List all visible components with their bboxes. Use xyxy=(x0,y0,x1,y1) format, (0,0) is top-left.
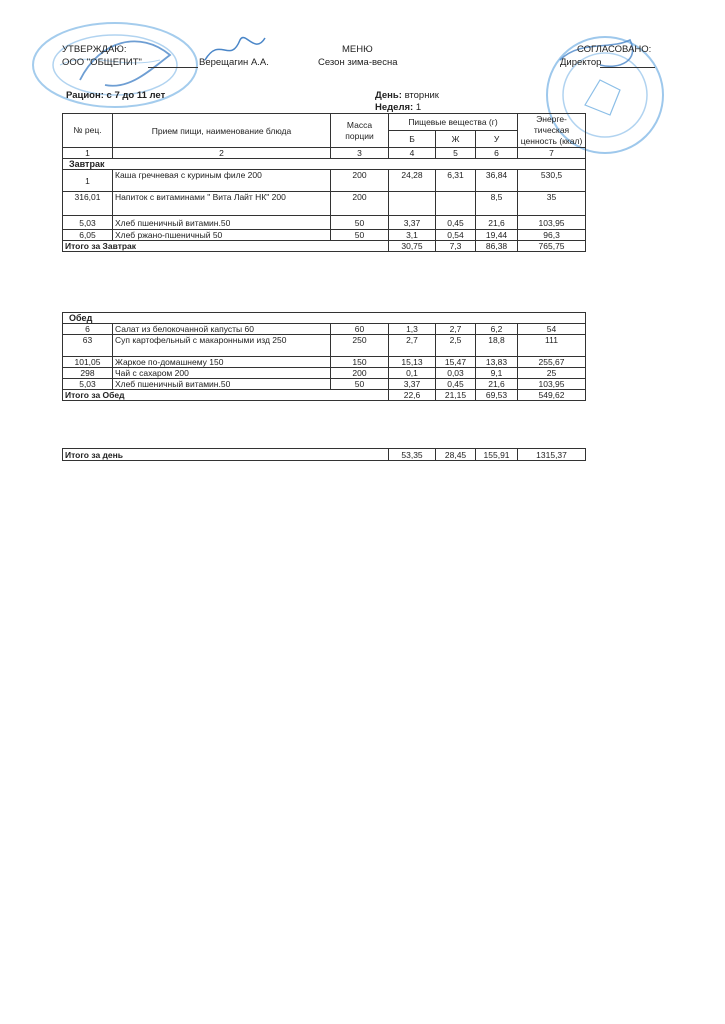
day-value: вторник xyxy=(404,90,439,101)
cell-b: 3,37 xyxy=(389,216,436,230)
table-row xyxy=(63,324,586,335)
col-index: 2 xyxy=(113,148,331,159)
cell-mass: 200 xyxy=(331,368,389,379)
cell-u: 13,83 xyxy=(476,357,518,368)
cell-b: 15,13 xyxy=(389,357,436,368)
agreed-role: Директор xyxy=(560,57,602,68)
cell-num: 63 xyxy=(63,335,113,357)
cell-b: 3,1 xyxy=(389,230,436,241)
cell-b: 22,6 xyxy=(389,390,436,401)
cell-num: 6,05 xyxy=(63,230,113,241)
cell-num: 5,03 xyxy=(63,379,113,390)
cell-b: 30,75 xyxy=(389,241,436,252)
week-value: 1 xyxy=(415,102,422,113)
cell-zh: 2,7 xyxy=(436,324,476,335)
approve-signature-line xyxy=(148,67,198,68)
col-index: 1 xyxy=(63,148,113,159)
cell-num: 298 xyxy=(63,368,113,379)
cell-name: Жаркое по-домашнему 150 xyxy=(113,357,331,368)
ration: Рацион: с 7 до 11 лет xyxy=(66,90,166,101)
cell-e: 765,75 xyxy=(518,241,586,252)
table-row xyxy=(63,192,586,216)
week xyxy=(375,102,421,113)
col-num: № рец. xyxy=(63,114,113,148)
season: Сезон зима-весна xyxy=(318,57,398,68)
col-u: У xyxy=(476,131,518,148)
total-row xyxy=(63,449,586,461)
cell-name: Салат из белокочанной капусты 60 xyxy=(113,324,331,335)
cell-u: 21,6 xyxy=(476,216,518,230)
cell-mass: 250 xyxy=(331,335,389,357)
lunch-table xyxy=(62,312,586,401)
cell-u: 8,5 xyxy=(476,192,518,216)
cell-zh: 0,45 xyxy=(436,379,476,390)
total-row xyxy=(63,390,586,401)
day-total-label: Итого за день xyxy=(63,449,389,461)
table-row xyxy=(63,368,586,379)
cell-b: 24,28 xyxy=(389,170,436,192)
cell-u: 18,8 xyxy=(476,335,518,357)
section-lunch: Обед xyxy=(63,313,586,324)
cell-num: 6 xyxy=(63,324,113,335)
cell-zh: 0,03 xyxy=(436,368,476,379)
cell-num: 1 xyxy=(63,170,113,192)
approve-label: УТВЕРЖДАЮ: xyxy=(62,44,127,55)
col-index: 5 xyxy=(436,148,476,159)
cell-name: Суп картофельный с макаронными изд 250 xyxy=(113,335,331,357)
cell-e: 35 xyxy=(518,192,586,216)
cell-num: 101,05 xyxy=(63,357,113,368)
cell-u: 21,6 xyxy=(476,379,518,390)
cell-mass: 50 xyxy=(331,230,389,241)
agreed-label: СОГЛАСОВАНО: xyxy=(577,44,652,55)
cell-b: 2,7 xyxy=(389,335,436,357)
cell-e: 25 xyxy=(518,368,586,379)
col-energy: Энерге-тическая ценность (ккал) xyxy=(518,114,586,148)
cell-num: 5,03 xyxy=(63,216,113,230)
table-row xyxy=(63,379,586,390)
col-mass: Масса порции xyxy=(331,114,389,148)
cell-zh: 6,31 xyxy=(436,170,476,192)
cell-e: 103,95 xyxy=(518,379,586,390)
cell-b: 3,37 xyxy=(389,379,436,390)
breakfast-table xyxy=(62,113,586,252)
cell-zh: 2,5 xyxy=(436,335,476,357)
cell-zh xyxy=(436,192,476,216)
cell-name: Хлеб пшеничный витамин.50 xyxy=(113,216,331,230)
cell-zh: 28,45 xyxy=(436,449,476,461)
cell-zh: 0,45 xyxy=(436,216,476,230)
cell-u: 6,2 xyxy=(476,324,518,335)
cell-b xyxy=(389,192,436,216)
approve-name: Верещагин А.А. xyxy=(199,57,269,68)
cell-u: 19,44 xyxy=(476,230,518,241)
cell-u: 86,38 xyxy=(476,241,518,252)
cell-e: 1315,37 xyxy=(518,449,586,461)
cell-name: Чай с сахаром 200 xyxy=(113,368,331,379)
cell-mass: 60 xyxy=(331,324,389,335)
cell-e: 111 xyxy=(518,335,586,357)
cell-name: Хлеб ржано-пшеничный 50 xyxy=(113,230,331,241)
col-index: 6 xyxy=(476,148,518,159)
total-breakfast-label: Итого за Завтрак xyxy=(63,241,389,252)
day xyxy=(375,90,439,101)
col-index: 4 xyxy=(389,148,436,159)
cell-e: 96,3 xyxy=(518,230,586,241)
cell-mass: 150 xyxy=(331,357,389,368)
cell-e: 103,95 xyxy=(518,216,586,230)
cell-u: 36,84 xyxy=(476,170,518,192)
table-row xyxy=(63,170,586,192)
cell-mass: 200 xyxy=(331,170,389,192)
day-label: День: xyxy=(375,90,402,101)
cell-num: 316,01 xyxy=(63,192,113,216)
col-index: 7 xyxy=(518,148,586,159)
total-row xyxy=(63,241,586,252)
cell-e: 255,67 xyxy=(518,357,586,368)
cell-name: Хлеб пшеничный витамин.50 xyxy=(113,379,331,390)
table-row xyxy=(63,357,586,368)
cell-zh: 0,54 xyxy=(436,230,476,241)
col-name: Прием пищи, наименование блюда xyxy=(113,114,331,148)
cell-mass: 200 xyxy=(331,192,389,216)
cell-u: 69,53 xyxy=(476,390,518,401)
week-label: Неделя: xyxy=(375,102,414,113)
cell-e: 54 xyxy=(518,324,586,335)
col-index: 3 xyxy=(331,148,389,159)
cell-e: 530,5 xyxy=(518,170,586,192)
agreed-signature-line xyxy=(600,67,655,68)
cell-u: 155,91 xyxy=(476,449,518,461)
cell-name: Каша гречневая с куриным филе 200 xyxy=(113,170,331,192)
cell-zh: 21,15 xyxy=(436,390,476,401)
table-row xyxy=(63,230,586,241)
col-zh: Ж xyxy=(436,131,476,148)
cell-name: Напиток с витаминами " Вита Лайт НК" 200 xyxy=(113,192,331,216)
total-lunch-label: Итого за Обед xyxy=(63,390,389,401)
cell-b: 0,1 xyxy=(389,368,436,379)
cell-zh: 15,47 xyxy=(436,357,476,368)
cell-b: 53,35 xyxy=(389,449,436,461)
col-b: Б xyxy=(389,131,436,148)
cell-u: 9,1 xyxy=(476,368,518,379)
table-row xyxy=(63,335,586,357)
cell-zh: 7,3 xyxy=(436,241,476,252)
day-total-table xyxy=(62,448,586,461)
menu-title: МЕНЮ xyxy=(342,44,373,55)
table-row xyxy=(63,216,586,230)
cell-mass: 50 xyxy=(331,216,389,230)
cell-b: 1,3 xyxy=(389,324,436,335)
section-breakfast: Завтрак xyxy=(63,159,586,170)
col-nutrients: Пищевые вещества (г) xyxy=(389,114,518,131)
cell-e: 549,62 xyxy=(518,390,586,401)
approve-org: ООО "ОБЩЕПИТ" xyxy=(62,57,142,68)
cell-mass: 50 xyxy=(331,379,389,390)
